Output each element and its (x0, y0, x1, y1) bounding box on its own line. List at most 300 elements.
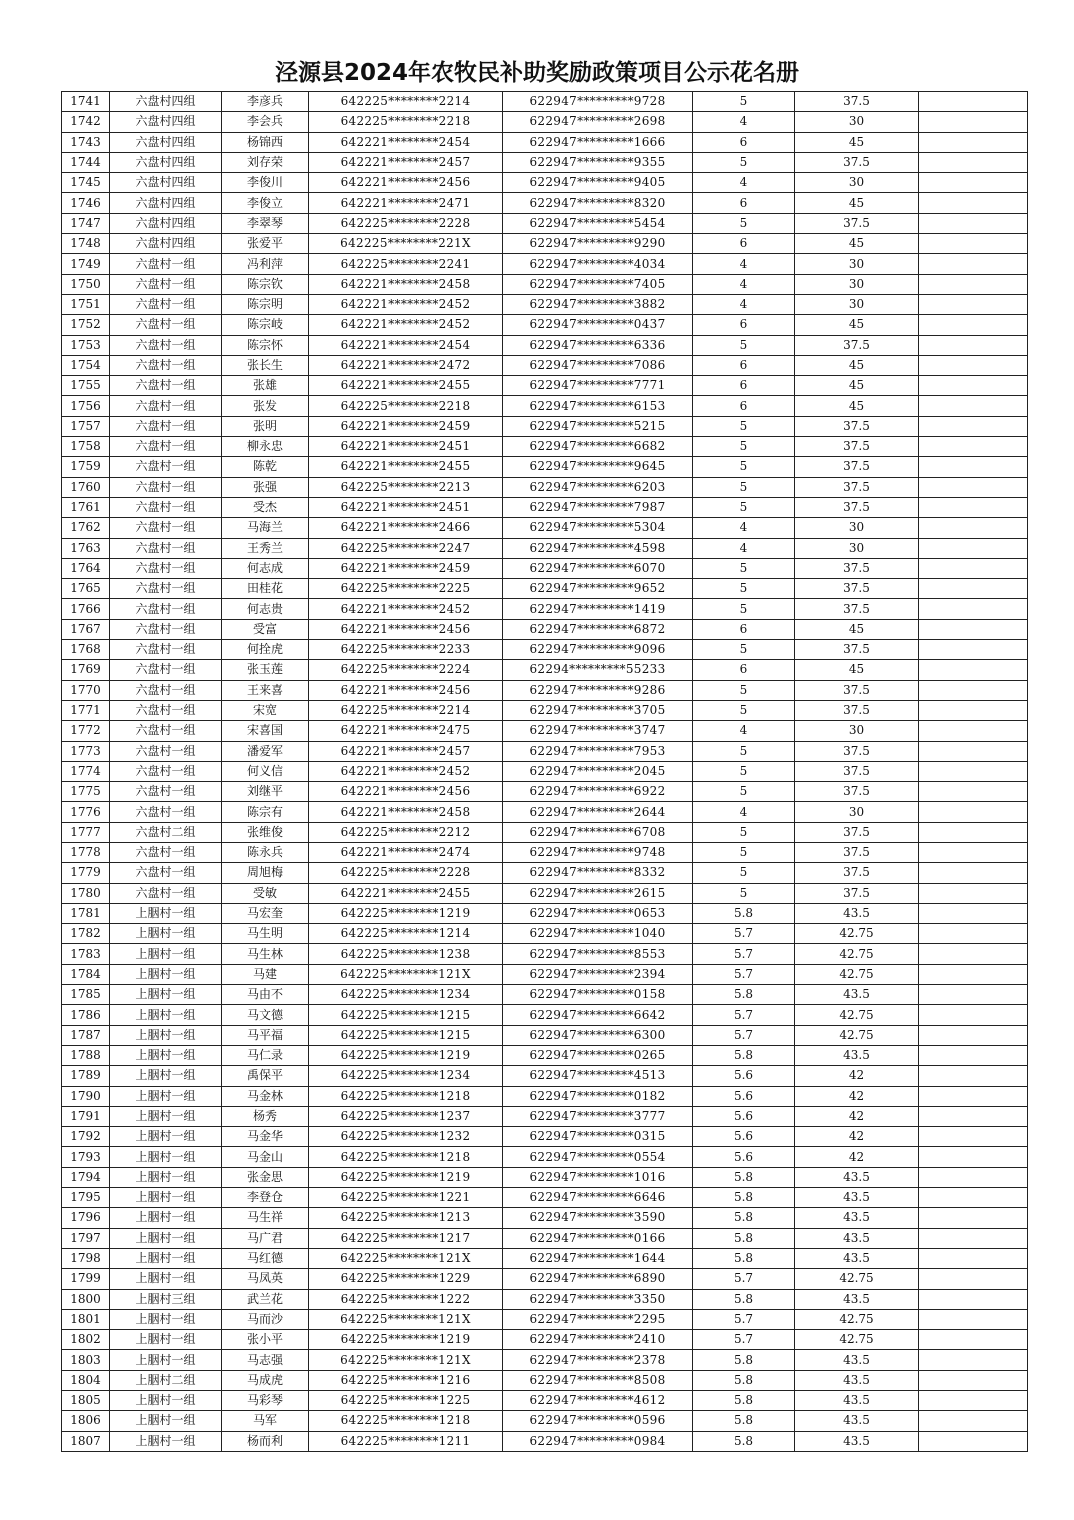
table-row (62, 254, 1028, 274)
row-number: 1780 (62, 883, 110, 903)
row-number: 1786 (62, 1005, 110, 1025)
table-row (62, 924, 1028, 944)
area-value: 5.6 (693, 1066, 795, 1086)
person-name: 陈永兵 (222, 842, 309, 862)
person-name: 陈宗钦 (222, 274, 309, 294)
id-number: 642225********2247 (309, 538, 503, 558)
village-group: 六盘村一组 (110, 680, 222, 700)
row-number: 1770 (62, 680, 110, 700)
bank-card-number: 622947*********0984 (503, 1431, 693, 1451)
table-row (62, 619, 1028, 639)
remark (919, 477, 1028, 497)
area-value: 5.8 (693, 1391, 795, 1411)
table-row (62, 274, 1028, 294)
subsidy-amount: 30 (795, 538, 919, 558)
bank-card-number: 622947*********6300 (503, 1025, 693, 1045)
id-number: 642221********2456 (309, 619, 503, 639)
subsidy-amount: 30 (795, 721, 919, 741)
id-number: 642225********1217 (309, 1228, 503, 1248)
bank-card-number: 622947*********9286 (503, 680, 693, 700)
table-row (62, 315, 1028, 335)
table-row (62, 416, 1028, 436)
person-name: 受敏 (222, 883, 309, 903)
person-name: 马仁录 (222, 1045, 309, 1065)
area-value: 6 (693, 619, 795, 639)
area-value: 5.8 (693, 1208, 795, 1228)
area-value: 5 (693, 782, 795, 802)
person-name: 受富 (222, 619, 309, 639)
village-group: 六盘村一组 (110, 802, 222, 822)
remark (919, 112, 1028, 132)
bank-card-number: 622947*********5304 (503, 518, 693, 538)
remark (919, 1025, 1028, 1045)
bank-card-number: 622947*********1666 (503, 132, 693, 152)
row-number: 1754 (62, 355, 110, 375)
person-name: 马生明 (222, 924, 309, 944)
bank-card-number: 622947*********7405 (503, 274, 693, 294)
table-row (62, 1370, 1028, 1390)
table-row (62, 761, 1028, 781)
remark (919, 193, 1028, 213)
id-number: 642225********1218 (309, 1086, 503, 1106)
row-number: 1771 (62, 700, 110, 720)
area-value: 6 (693, 660, 795, 680)
id-number: 642221********2472 (309, 355, 503, 375)
subsidy-amount: 43.5 (795, 1248, 919, 1268)
person-name: 何拴虎 (222, 640, 309, 660)
table-row (62, 132, 1028, 152)
remark (919, 985, 1028, 1005)
remark (919, 1167, 1028, 1187)
bank-card-number: 622947*********8320 (503, 193, 693, 213)
subsidy-amount: 45 (795, 660, 919, 680)
id-number: 642225********1225 (309, 1391, 503, 1411)
row-number: 1791 (62, 1106, 110, 1126)
row-number: 1801 (62, 1309, 110, 1329)
village-group: 上胭村一组 (110, 1431, 222, 1451)
subsidy-amount: 43.5 (795, 1431, 919, 1451)
bank-card-number: 622947*********4034 (503, 254, 693, 274)
row-number: 1757 (62, 416, 110, 436)
row-number: 1768 (62, 640, 110, 660)
table-row (62, 437, 1028, 457)
subsidy-amount: 43.5 (795, 1167, 919, 1187)
area-value: 5 (693, 335, 795, 355)
row-number: 1765 (62, 579, 110, 599)
bank-card-number: 622947*********0182 (503, 1086, 693, 1106)
row-number: 1781 (62, 903, 110, 923)
subsidy-amount: 42 (795, 1086, 919, 1106)
roster-body (62, 92, 1028, 1452)
area-value: 5 (693, 822, 795, 842)
row-number: 1746 (62, 193, 110, 213)
table-row (62, 1431, 1028, 1451)
bank-card-number: 622947*********7086 (503, 355, 693, 375)
village-group: 六盘村四组 (110, 193, 222, 213)
remark (919, 863, 1028, 883)
area-value: 5 (693, 842, 795, 862)
remark (919, 1330, 1028, 1350)
area-value: 5 (693, 437, 795, 457)
village-group: 六盘村一组 (110, 437, 222, 457)
person-name: 马金林 (222, 1086, 309, 1106)
row-number: 1779 (62, 863, 110, 883)
remark (919, 234, 1028, 254)
person-name: 李俊川 (222, 173, 309, 193)
row-number: 1778 (62, 842, 110, 862)
subsidy-amount: 30 (795, 518, 919, 538)
village-group: 上胭村一组 (110, 1188, 222, 1208)
bank-card-number: 622947*********2615 (503, 883, 693, 903)
subsidy-amount: 37.5 (795, 497, 919, 517)
subsidy-amount: 42 (795, 1106, 919, 1126)
subsidy-amount: 42.75 (795, 1025, 919, 1045)
bank-card-number: 622947*********9290 (503, 234, 693, 254)
row-number: 1788 (62, 1045, 110, 1065)
area-value: 5 (693, 599, 795, 619)
subsidy-amount: 42 (795, 1066, 919, 1086)
person-name: 宋喜国 (222, 721, 309, 741)
roster-table (61, 91, 1028, 1452)
person-name: 刘存荣 (222, 152, 309, 172)
id-number: 642221********2451 (309, 497, 503, 517)
area-value: 5.8 (693, 1431, 795, 1451)
subsidy-amount: 37.5 (795, 213, 919, 233)
area-value: 4 (693, 294, 795, 314)
subsidy-amount: 43.5 (795, 1228, 919, 1248)
bank-card-number: 622947*********9355 (503, 152, 693, 172)
person-name: 马宏奎 (222, 903, 309, 923)
table-row (62, 376, 1028, 396)
area-value: 5.7 (693, 1309, 795, 1329)
table-row (62, 152, 1028, 172)
person-name: 何志贵 (222, 599, 309, 619)
village-group: 六盘村一组 (110, 619, 222, 639)
row-number: 1759 (62, 457, 110, 477)
bank-card-number: 622947*********9748 (503, 842, 693, 862)
id-number: 642225********1219 (309, 1045, 503, 1065)
bank-card-number: 622947*********7953 (503, 741, 693, 761)
subsidy-amount: 30 (795, 112, 919, 132)
village-group: 六盘村一组 (110, 254, 222, 274)
subsidy-amount: 42.75 (795, 964, 919, 984)
row-number: 1745 (62, 173, 110, 193)
village-group: 六盘村一组 (110, 396, 222, 416)
table-row (62, 1025, 1028, 1045)
table-row (62, 1391, 1028, 1411)
id-number: 642221********2456 (309, 680, 503, 700)
village-group: 六盘村一组 (110, 518, 222, 538)
area-value: 5.8 (693, 1045, 795, 1065)
subsidy-amount: 37.5 (795, 457, 919, 477)
table-row (62, 1005, 1028, 1025)
table-row (62, 1127, 1028, 1147)
remark (919, 1309, 1028, 1329)
area-value: 5.8 (693, 1370, 795, 1390)
subsidy-amount: 37.5 (795, 335, 919, 355)
subsidy-amount: 43.5 (795, 903, 919, 923)
table-row (62, 1228, 1028, 1248)
row-number: 1793 (62, 1147, 110, 1167)
person-name: 张雄 (222, 376, 309, 396)
village-group: 六盘村一组 (110, 599, 222, 619)
area-value: 5.7 (693, 1025, 795, 1045)
id-number: 642221********2457 (309, 152, 503, 172)
bank-card-number: 622947*********3350 (503, 1289, 693, 1309)
table-row (62, 680, 1028, 700)
row-number: 1775 (62, 782, 110, 802)
person-name: 李彦兵 (222, 92, 309, 112)
id-number: 642221********2459 (309, 416, 503, 436)
id-number: 642225********1219 (309, 1330, 503, 1350)
person-name: 张金思 (222, 1167, 309, 1187)
table-row (62, 1045, 1028, 1065)
area-value: 5 (693, 883, 795, 903)
person-name: 田桂花 (222, 579, 309, 599)
person-name: 马志强 (222, 1350, 309, 1370)
remark (919, 355, 1028, 375)
table-row (62, 92, 1028, 112)
id-number: 642225********2214 (309, 700, 503, 720)
subsidy-amount: 37.5 (795, 700, 919, 720)
bank-card-number: 622947*********3882 (503, 294, 693, 314)
row-number: 1748 (62, 234, 110, 254)
subsidy-amount: 37.5 (795, 782, 919, 802)
id-number: 642225********1215 (309, 1025, 503, 1045)
area-value: 4 (693, 274, 795, 294)
subsidy-amount: 45 (795, 355, 919, 375)
subsidy-amount: 43.5 (795, 985, 919, 1005)
person-name: 马海兰 (222, 518, 309, 538)
area-value: 5 (693, 92, 795, 112)
table-row (62, 558, 1028, 578)
bank-card-number: 622947*********6922 (503, 782, 693, 802)
village-group: 六盘村四组 (110, 234, 222, 254)
row-number: 1787 (62, 1025, 110, 1045)
row-number: 1790 (62, 1086, 110, 1106)
remark (919, 274, 1028, 294)
remark (919, 619, 1028, 639)
subsidy-amount: 43.5 (795, 1208, 919, 1228)
table-row (62, 1309, 1028, 1329)
id-number: 642225********1218 (309, 1147, 503, 1167)
subsidy-amount: 43.5 (795, 1411, 919, 1431)
person-name: 张长生 (222, 355, 309, 375)
bank-card-number: 622947*********1016 (503, 1167, 693, 1187)
bank-card-number: 622947*********9645 (503, 457, 693, 477)
area-value: 5 (693, 579, 795, 599)
person-name: 马军 (222, 1411, 309, 1431)
id-number: 642225********2213 (309, 477, 503, 497)
table-row (62, 213, 1028, 233)
bank-card-number: 622947*********6336 (503, 335, 693, 355)
person-name: 陈宗明 (222, 294, 309, 314)
subsidy-amount: 42.75 (795, 924, 919, 944)
person-name: 张维俊 (222, 822, 309, 842)
table-row (62, 1066, 1028, 1086)
remark (919, 599, 1028, 619)
area-value: 5 (693, 213, 795, 233)
table-row (62, 579, 1028, 599)
id-number: 642225********221X (309, 234, 503, 254)
row-number: 1802 (62, 1330, 110, 1350)
person-name: 冯利萍 (222, 254, 309, 274)
area-value: 5.6 (693, 1106, 795, 1126)
id-number: 642225********1213 (309, 1208, 503, 1228)
id-number: 642225********2233 (309, 640, 503, 660)
village-group: 六盘村一组 (110, 660, 222, 680)
area-value: 4 (693, 173, 795, 193)
village-group: 六盘村一组 (110, 416, 222, 436)
village-group: 上胭村一组 (110, 1045, 222, 1065)
id-number: 642225********121X (309, 964, 503, 984)
person-name: 杨锦西 (222, 132, 309, 152)
remark (919, 457, 1028, 477)
remark (919, 376, 1028, 396)
table-row (62, 741, 1028, 761)
remark (919, 1188, 1028, 1208)
table-row (62, 1147, 1028, 1167)
remark (919, 173, 1028, 193)
person-name: 张玉莲 (222, 660, 309, 680)
village-group: 六盘村一组 (110, 782, 222, 802)
id-number: 642221********2452 (309, 761, 503, 781)
village-group: 上胭村一组 (110, 1208, 222, 1228)
village-group: 上胭村一组 (110, 1025, 222, 1045)
bank-card-number: 622947*********3747 (503, 721, 693, 741)
id-number: 642221********2471 (309, 193, 503, 213)
village-group: 上胭村一组 (110, 1127, 222, 1147)
id-number: 642225********1218 (309, 1411, 503, 1431)
bank-card-number: 622947*********2378 (503, 1350, 693, 1370)
area-value: 5.8 (693, 1289, 795, 1309)
table-row (62, 802, 1028, 822)
id-number: 642225********121X (309, 1350, 503, 1370)
bank-card-number: 622947*********7987 (503, 497, 693, 517)
area-value: 5 (693, 416, 795, 436)
table-row (62, 396, 1028, 416)
bank-card-number: 622947*********2045 (503, 761, 693, 781)
remark (919, 924, 1028, 944)
person-name: 马平福 (222, 1025, 309, 1045)
bank-card-number: 622947*********8553 (503, 944, 693, 964)
subsidy-amount: 37.5 (795, 579, 919, 599)
row-number: 1742 (62, 112, 110, 132)
village-group: 上胭村一组 (110, 1066, 222, 1086)
table-row (62, 1289, 1028, 1309)
table-row (62, 294, 1028, 314)
id-number: 642221********2474 (309, 842, 503, 862)
area-value: 5.8 (693, 1188, 795, 1208)
area-value: 6 (693, 234, 795, 254)
table-row (62, 1330, 1028, 1350)
row-number: 1796 (62, 1208, 110, 1228)
table-row (62, 1269, 1028, 1289)
remark (919, 802, 1028, 822)
village-group: 上胭村一组 (110, 944, 222, 964)
area-value: 4 (693, 538, 795, 558)
subsidy-amount: 37.5 (795, 152, 919, 172)
village-group: 六盘村四组 (110, 92, 222, 112)
id-number: 642225********2228 (309, 863, 503, 883)
row-number: 1800 (62, 1289, 110, 1309)
village-group: 上胭村二组 (110, 1370, 222, 1390)
remark (919, 1431, 1028, 1451)
table-row (62, 1167, 1028, 1187)
bank-card-number: 622947*********8332 (503, 863, 693, 883)
bank-card-number: 622947*********9096 (503, 640, 693, 660)
bank-card-number: 62294*********55233 (503, 660, 693, 680)
bank-card-number: 622947*********0437 (503, 315, 693, 335)
id-number: 642225********1216 (309, 1370, 503, 1390)
table-row (62, 112, 1028, 132)
id-number: 642225********1222 (309, 1289, 503, 1309)
id-number: 642225********1219 (309, 1167, 503, 1187)
row-number: 1777 (62, 822, 110, 842)
area-value: 6 (693, 355, 795, 375)
bank-card-number: 622947*********0554 (503, 1147, 693, 1167)
area-value: 5 (693, 457, 795, 477)
remark (919, 842, 1028, 862)
id-number: 642225********1232 (309, 1127, 503, 1147)
area-value: 5 (693, 863, 795, 883)
person-name: 马生祥 (222, 1208, 309, 1228)
bank-card-number: 622947*********2295 (503, 1309, 693, 1329)
subsidy-amount: 37.5 (795, 822, 919, 842)
village-group: 六盘村四组 (110, 213, 222, 233)
id-number: 642225********2225 (309, 579, 503, 599)
subsidy-amount: 37.5 (795, 680, 919, 700)
id-number: 642225********1229 (309, 1269, 503, 1289)
remark (919, 294, 1028, 314)
id-number: 642221********2456 (309, 173, 503, 193)
remark (919, 761, 1028, 781)
village-group: 六盘村四组 (110, 132, 222, 152)
person-name: 受杰 (222, 497, 309, 517)
area-value: 5.6 (693, 1127, 795, 1147)
bank-card-number: 622947*********6642 (503, 1005, 693, 1025)
bank-card-number: 622947*********3777 (503, 1106, 693, 1126)
subsidy-amount: 45 (795, 193, 919, 213)
area-value: 5.8 (693, 1411, 795, 1431)
village-group: 上胭村一组 (110, 1248, 222, 1268)
remark (919, 721, 1028, 741)
village-group: 六盘村一组 (110, 457, 222, 477)
row-number: 1758 (62, 437, 110, 457)
subsidy-amount: 45 (795, 132, 919, 152)
area-value: 5 (693, 477, 795, 497)
table-row (62, 497, 1028, 517)
table-row (62, 538, 1028, 558)
row-number: 1747 (62, 213, 110, 233)
area-value: 6 (693, 376, 795, 396)
row-number: 1773 (62, 741, 110, 761)
bank-card-number: 622947*********3705 (503, 700, 693, 720)
row-number: 1766 (62, 599, 110, 619)
id-number: 642221********2458 (309, 802, 503, 822)
bank-card-number: 622947*********1040 (503, 924, 693, 944)
subsidy-amount: 42.75 (795, 1309, 919, 1329)
subsidy-amount: 37.5 (795, 863, 919, 883)
id-number: 642221********2459 (309, 558, 503, 578)
subsidy-amount: 30 (795, 254, 919, 274)
village-group: 六盘村四组 (110, 152, 222, 172)
row-number: 1794 (62, 1167, 110, 1187)
person-name: 武兰花 (222, 1289, 309, 1309)
subsidy-amount: 30 (795, 173, 919, 193)
bank-card-number: 622947*********5454 (503, 213, 693, 233)
remark (919, 964, 1028, 984)
